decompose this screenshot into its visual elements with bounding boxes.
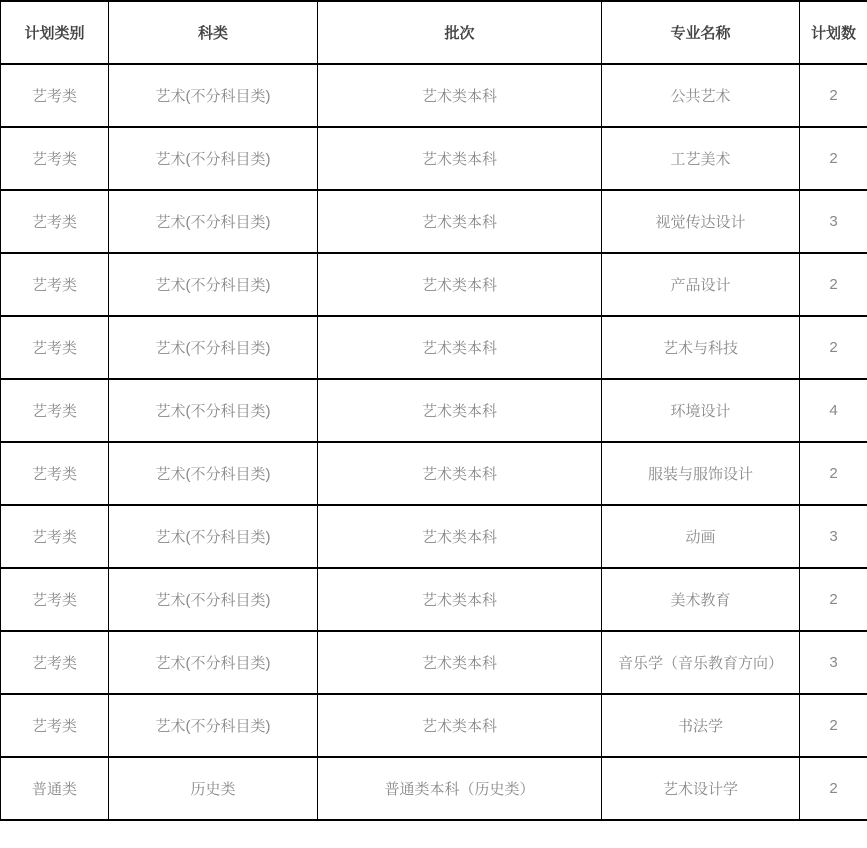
cell-major-name: 书法学 [602, 694, 800, 757]
cell-batch: 艺术类本科 [318, 442, 602, 505]
cell-subject-category: 艺术(不分科目类) [109, 379, 318, 442]
cell-plan-count: 2 [800, 568, 867, 631]
cell-subject-category: 艺术(不分科目类) [109, 505, 318, 568]
cell-subject-category: 艺术(不分科目类) [109, 568, 318, 631]
cell-major-name: 产品设计 [602, 253, 800, 316]
table-body [1, 64, 867, 820]
cell-plan-count: 3 [800, 631, 867, 694]
cell-major-name: 美术教育 [602, 568, 800, 631]
cell-subject-category: 艺术(不分科目类) [109, 316, 318, 379]
cell-plan-category: 艺考类 [1, 379, 109, 442]
cell-plan-count: 4 [800, 379, 867, 442]
table-row [1, 757, 867, 820]
cell-batch: 普通类本科（历史类） [318, 757, 602, 820]
cell-major-name: 工艺美术 [602, 127, 800, 190]
cell-plan-count: 2 [800, 64, 867, 127]
cell-batch: 艺术类本科 [318, 505, 602, 568]
cell-subject-category: 艺术(不分科目类) [109, 127, 318, 190]
header-row [1, 1, 867, 64]
cell-major-name: 艺术与科技 [602, 316, 800, 379]
table-row [1, 631, 867, 694]
cell-major-name: 服装与服饰设计 [602, 442, 800, 505]
header-major-name: 专业名称 [602, 1, 800, 64]
cell-batch: 艺术类本科 [318, 694, 602, 757]
cell-subject-category: 艺术(不分科目类) [109, 190, 318, 253]
cell-subject-category: 艺术(不分科目类) [109, 64, 318, 127]
cell-subject-category: 艺术(不分科目类) [109, 631, 318, 694]
cell-plan-category: 艺考类 [1, 442, 109, 505]
cell-batch: 艺术类本科 [318, 64, 602, 127]
header-batch: 批次 [318, 1, 602, 64]
table-row [1, 316, 867, 379]
cell-major-name: 公共艺术 [602, 64, 800, 127]
cell-major-name: 艺术设计学 [602, 757, 800, 820]
cell-subject-category: 历史类 [109, 757, 318, 820]
cell-plan-count: 2 [800, 127, 867, 190]
table-row [1, 568, 867, 631]
cell-major-name: 音乐学（音乐教育方向） [602, 631, 800, 694]
cell-plan-count: 2 [800, 316, 867, 379]
table-row [1, 127, 867, 190]
cell-batch: 艺术类本科 [318, 190, 602, 253]
cell-plan-category: 艺考类 [1, 253, 109, 316]
cell-subject-category: 艺术(不分科目类) [109, 694, 318, 757]
cell-subject-category: 艺术(不分科目类) [109, 253, 318, 316]
table-row [1, 442, 867, 505]
cell-major-name: 环境设计 [602, 379, 800, 442]
table-row [1, 190, 867, 253]
cell-plan-category: 艺考类 [1, 568, 109, 631]
cell-plan-category: 艺考类 [1, 127, 109, 190]
cell-batch: 艺术类本科 [318, 631, 602, 694]
cell-plan-count: 3 [800, 190, 867, 253]
cell-plan-count: 2 [800, 442, 867, 505]
table-row [1, 64, 867, 127]
cell-plan-category: 艺考类 [1, 64, 109, 127]
table-row [1, 505, 867, 568]
cell-plan-category: 艺考类 [1, 694, 109, 757]
cell-batch: 艺术类本科 [318, 127, 602, 190]
cell-plan-category: 普通类 [1, 757, 109, 820]
cell-plan-category: 艺考类 [1, 316, 109, 379]
header-plan-category: 计划类别 [1, 1, 109, 64]
cell-batch: 艺术类本科 [318, 568, 602, 631]
cell-batch: 艺术类本科 [318, 379, 602, 442]
cell-batch: 艺术类本科 [318, 316, 602, 379]
table-row [1, 694, 867, 757]
cell-plan-count: 2 [800, 694, 867, 757]
cell-subject-category: 艺术(不分科目类) [109, 442, 318, 505]
cell-plan-count: 2 [800, 253, 867, 316]
header-subject-category: 科类 [109, 1, 318, 64]
cell-plan-count: 2 [800, 757, 867, 820]
table-row [1, 253, 867, 316]
table-row [1, 379, 867, 442]
cell-plan-category: 艺考类 [1, 190, 109, 253]
cell-major-name: 动画 [602, 505, 800, 568]
cell-plan-category: 艺考类 [1, 505, 109, 568]
cell-major-name: 视觉传达设计 [602, 190, 800, 253]
cell-batch: 艺术类本科 [318, 253, 602, 316]
header-plan-count: 计划数 [800, 1, 867, 64]
cell-plan-count: 3 [800, 505, 867, 568]
cell-plan-category: 艺考类 [1, 631, 109, 694]
